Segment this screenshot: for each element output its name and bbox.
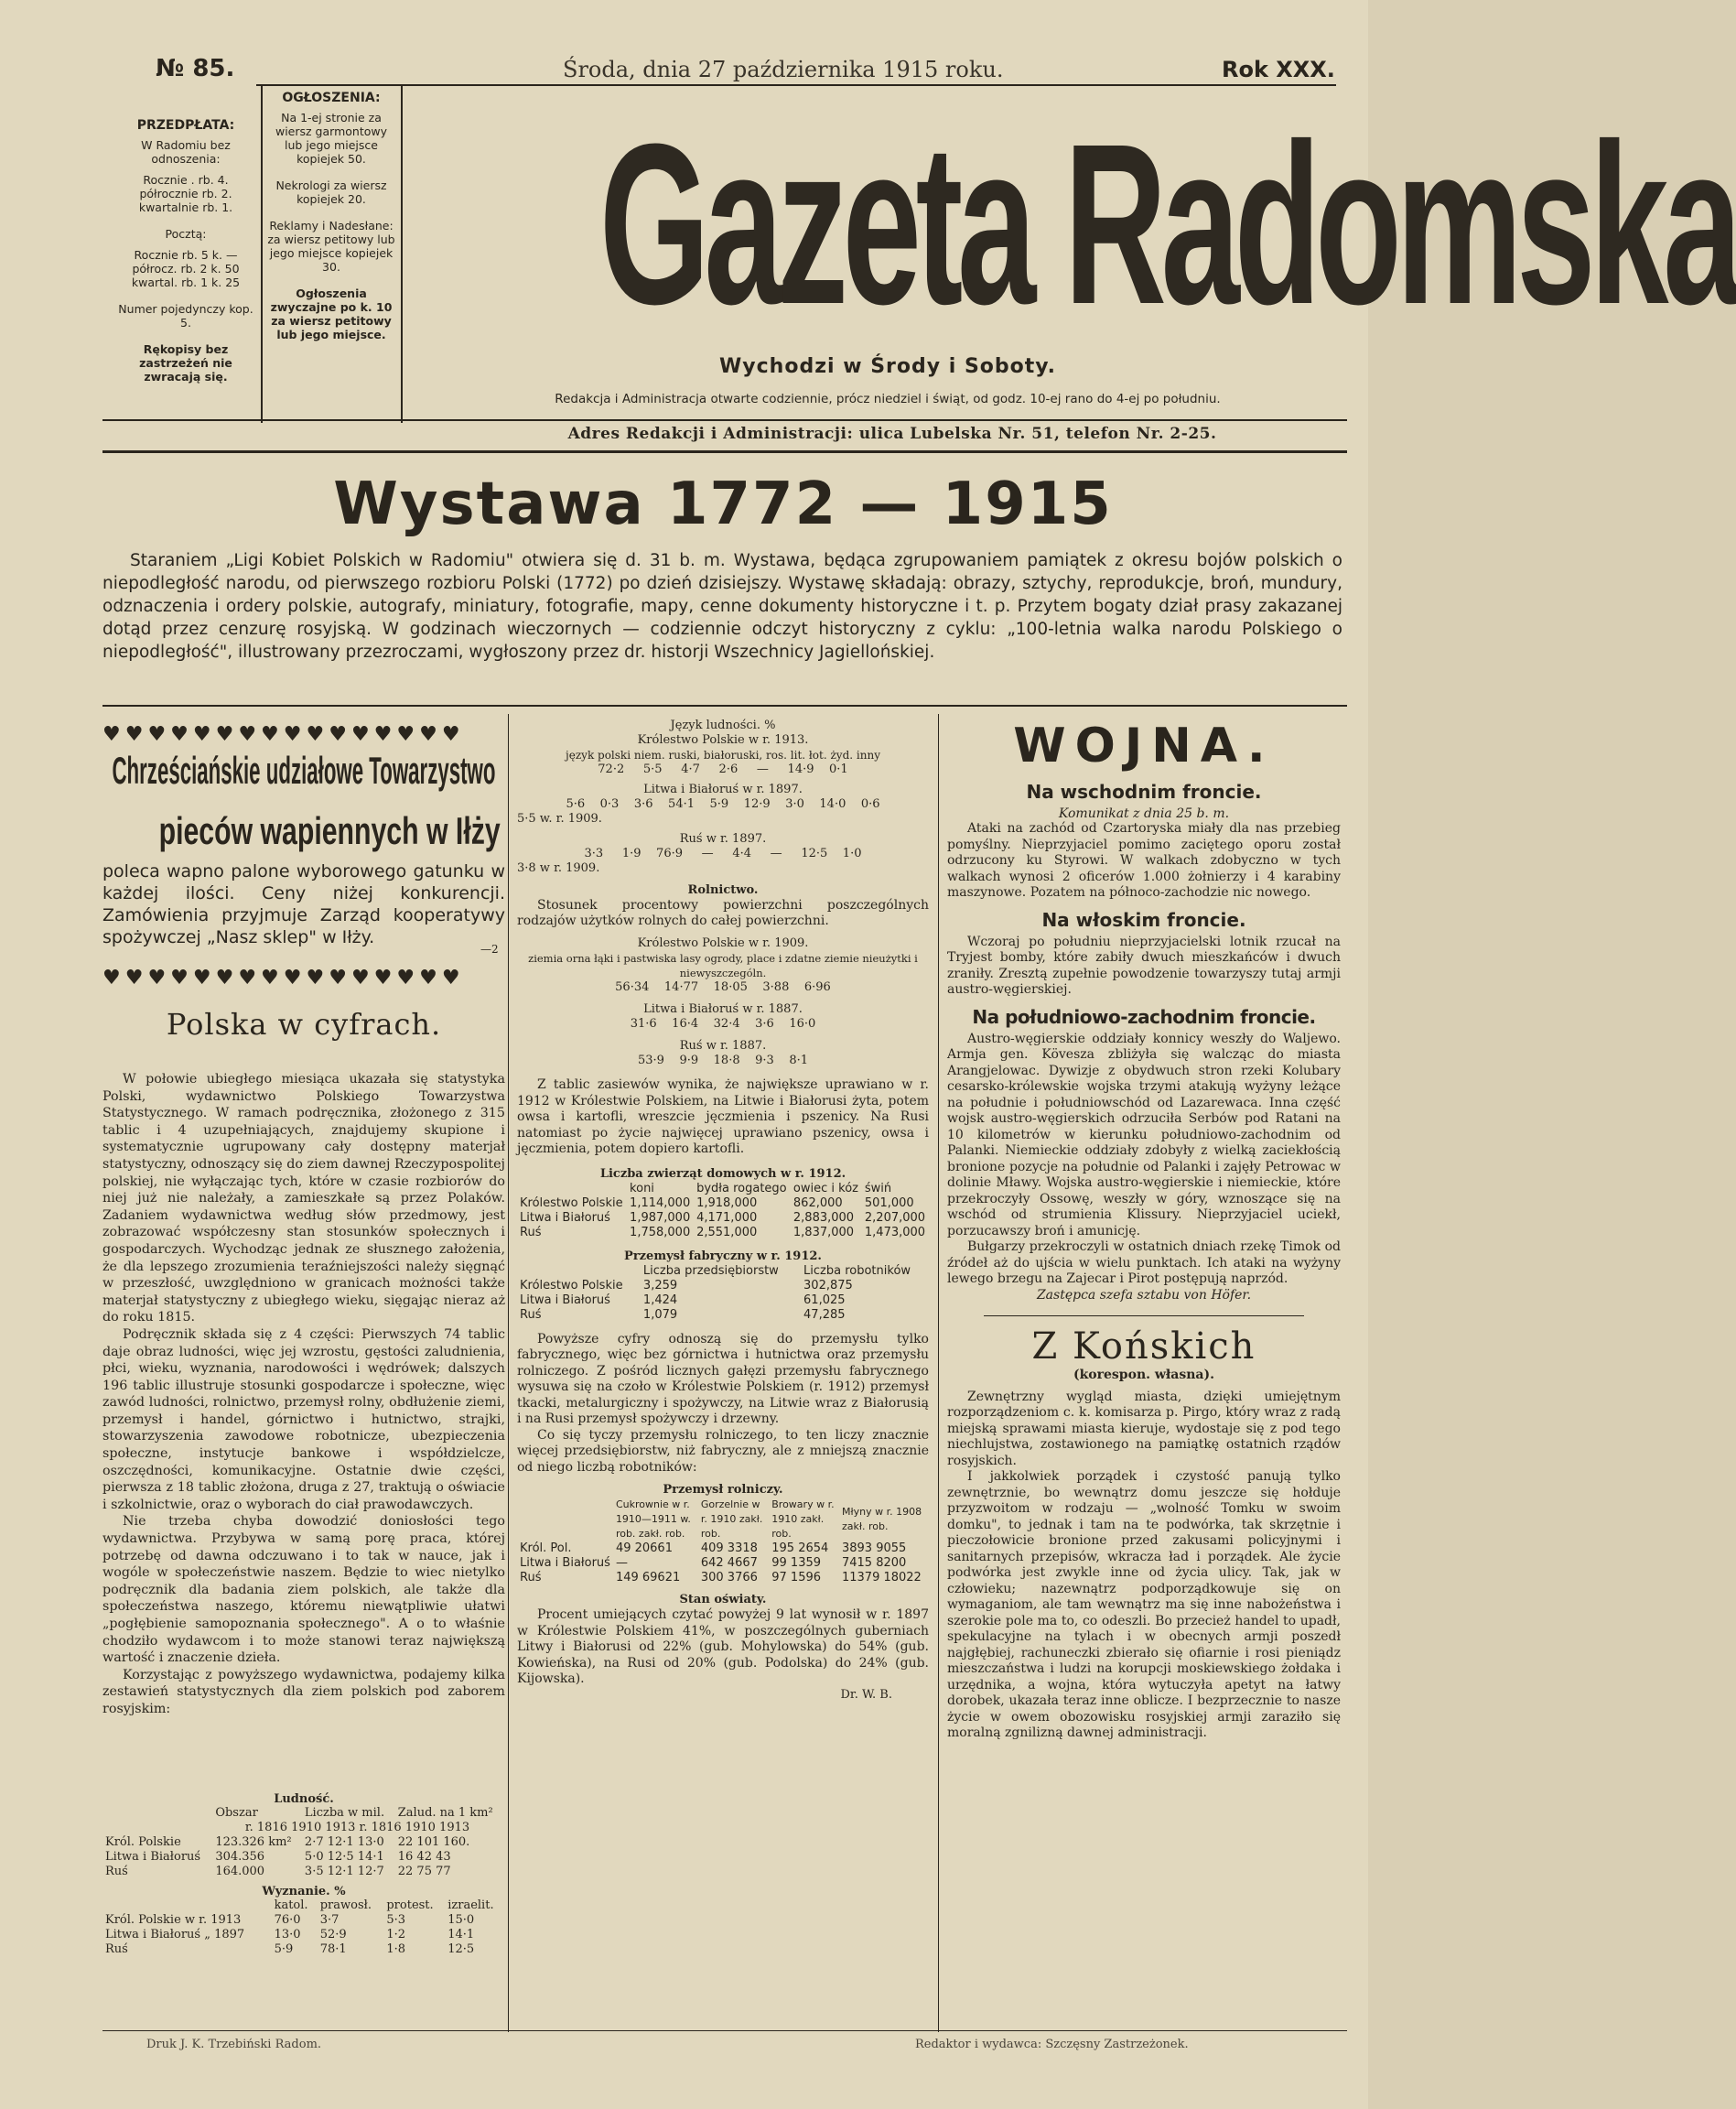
rel-h2: prawosł. bbox=[319, 1898, 372, 1912]
pop-r1c2: 5·0 12·5 14·1 bbox=[304, 1850, 384, 1864]
agind-r0c3: 195 2654 bbox=[771, 1541, 829, 1555]
ads-line-2: Nekrologi za wiersz kopiejek 20. bbox=[275, 178, 387, 206]
agind-r1c4: 7415 8200 bbox=[841, 1556, 907, 1570]
agind-r1c1: — bbox=[615, 1556, 628, 1570]
ind-r0c1: 3,259 bbox=[642, 1278, 678, 1292]
live-r0c0: Królestwo Polskie bbox=[520, 1195, 623, 1210]
subscription-radom-1: Rocznie . rb. 4. bbox=[143, 173, 229, 187]
agind-r2c1: 149 69621 bbox=[615, 1571, 681, 1584]
agind-r0c4: 3893 9055 bbox=[841, 1541, 907, 1555]
polska-para-4: Korzystając z powyższego wydawnictwa, podajemy kilka zestawień statystycznych dla ziem polskich pod zaborem rosyjskim: bbox=[102, 1667, 505, 1716]
live-r0c1: 1,114,000 bbox=[630, 1195, 691, 1210]
live-r0c4: 501,000 bbox=[864, 1195, 914, 1210]
exhibition-headline: Wystawa 1772 — 1915 bbox=[333, 470, 1113, 538]
war-column bbox=[947, 719, 1341, 1742]
polska-para-2: Podręcznik składa się z 4 części: Pierwszych 74 tablic daje obraz ludności, więc jej wzrostu, gęstości zaludnienia, płci, wieku, wyznania, narodowości i wędrówek; dalszych 196 tablic illustruje stosunki gospodarcze i społeczne, więc zawód ludności, rolnictwo, przemysł rolny, obdłużenie ziemi, przemysł i handel, górnictwo i hutnictwo, strajki, stowarzyszenia zawodowe robotnicze, ubezpieczenia społeczne, instytucje bankowe i współdzielcze, oszczędności, komunikacyjne. Ostatnie dwie części, pierwsza z 18 tablic złożona, druga z 27, traktują o oświacie i szkolnictwie, oraz o wyborach do ciał prawodawczych. bbox=[102, 1326, 505, 1512]
rel-r1c3: 1·2 bbox=[386, 1928, 406, 1941]
agri-sub-1: Królestwo Polskie w r. 1909. bbox=[637, 936, 809, 950]
war-sw-title: Na południowo-zachodnim froncie. bbox=[972, 1005, 1316, 1028]
footer-printer: Druk J. K. Trzebiński Radom. bbox=[146, 2038, 322, 2051]
ads-line-4: Ogłoszenia zwyczajne po k. 10 za wiersz petitowy lub jego miejsce. bbox=[270, 287, 393, 341]
rel-h1: katol. bbox=[274, 1898, 308, 1912]
pop-h0 bbox=[102, 1806, 212, 1821]
agri-header: ziemia orna łąki i pastwiska lasy ogrody, place i zdatne ziemie nieużytki i niewyszczególn. bbox=[528, 952, 918, 979]
middle-column bbox=[517, 719, 929, 1703]
subscription-box bbox=[117, 119, 254, 391]
rel-r0c3: 5·3 bbox=[386, 1913, 406, 1927]
agind-h0 bbox=[517, 1498, 613, 1541]
agri-text: Stosunek procentowy powierzchni poszczególnych rodzajów użytków rolnych do całej powierzchni. bbox=[517, 898, 929, 928]
polska-para-3: Nie trzeba chyba dowodzić doniosłości tego wydawnictwa. Przybywa w samą porę praca, której potrzebę od dawna odczuwano i to tak w nauce, jak i wogóle w społeczeństwie naszem. Będzie to wiec nietylko podręcznik dla badania ziem polskich, ale także dla społeczeństwa naszego, któremu niewątpliwie ułatwi „pogłębienie samopoznania społecznego". A o to właśnie chodziło wydawcom i to może stanowi teraz największą wartość i znaczenie dzieła. bbox=[102, 1514, 505, 1666]
ind-r1c1: 1,424 bbox=[642, 1292, 678, 1307]
pop-years: r. 1816 1910 1913 r. 1816 1910 1913 bbox=[244, 1821, 470, 1834]
agind-h3: Browary w r. 1910 zakł. rob. bbox=[771, 1498, 835, 1540]
war-sw-signature: Zastępca szefa sztabu von Höfer. bbox=[1036, 1287, 1252, 1303]
live-r2c3: 1,837,000 bbox=[793, 1225, 855, 1239]
advert-title-1: Chrześciańskie udziałowe Towarzystwo bbox=[112, 749, 496, 792]
ind-r2c1: 1,079 bbox=[642, 1307, 678, 1322]
agri-row-3: 53·9 9·9 18·8 9·3 8·1 bbox=[637, 1054, 809, 1067]
masthead-rule-2 bbox=[102, 450, 1347, 453]
war-rule bbox=[984, 1315, 1304, 1316]
population-title: Ludność. bbox=[274, 1792, 334, 1806]
advert-ornament-bottom: ♥♥♥♥♥♥♥♥♥♥♥♥♥♥♥♥ bbox=[102, 967, 465, 990]
konskie-text-2: I jakkolwiek porządek i czystość panują tylko zewnętrznie, bo wewnątrz domu jeszcze się hołduje przyzwoitom w rodzaju — „wolność Tomku w swoim domku", to jednak i tam na te podwórka, tak skrzętnie i pieczołowicie bronione przed zakusami policyjnymi i sanitarnych przepisów, wkracza ład i porządek. Ale życie podwórka jest zwykle inne od życia ulicy. Tak, jak w człowieku; nazewnątrz podporządkowuje się on wymaganiom, ale tam wewnątrz ma się inne nabożeństwa i szerokie pole ma to, co odeszli. Bo przecież handel to upadł, spekulacyjne na tylach i w obecnych armji poszedł najgłębiej, rachuneczki zbierało się ofiarnie i rosi pieniądz mieszczaństwa i ludzi na korupcji moskiewskiego żołdaka i urzędnika, a wojna, która wytuczyła apetyt na łatwy dorobek, ukazała teraz inne oblicze. I bezprzecznie to nasze życie w owem obozowisku rosyjskiej armji zaraziło się moralną zgnilizną dawnej administracji. bbox=[947, 1469, 1341, 1740]
newspaper-title: Gazeta Radomska bbox=[599, 96, 1736, 352]
issue-number: № 85. bbox=[156, 55, 235, 82]
rel-r2c3: 1·8 bbox=[386, 1942, 406, 1956]
pop-h1: Obszar bbox=[215, 1806, 258, 1820]
lang-row-3b: 3·8 w r. 1909. bbox=[517, 861, 600, 875]
subscription-single: Numer pojedynczy kop. 5. bbox=[118, 302, 253, 330]
lang-sub-3: Ruś w r. 1897. bbox=[679, 832, 767, 846]
pop-h3: Zalud. na 1 km² bbox=[397, 1806, 493, 1820]
ads-line-1: Na 1-ej stronie za wiersz garmontowy lub jego miejsce kopiejek 50. bbox=[275, 111, 387, 166]
lang-header: język polski niem. ruski, białoruski, ros. lit. łot. żyd. inny bbox=[566, 749, 880, 762]
live-r1c1: 1,987,000 bbox=[630, 1210, 691, 1225]
advert-title-2: pieców wapiennych w Iłży bbox=[158, 809, 501, 852]
subscription-post-head: Pocztą: bbox=[165, 227, 207, 241]
agri-sub-3: Ruś w r. 1887. bbox=[679, 1039, 767, 1053]
ind-h2: Liczba robotników bbox=[803, 1263, 911, 1278]
subscription-post-1: Rocznie rb. 5 k. — bbox=[134, 248, 238, 262]
live-r2c4: 1,473,000 bbox=[864, 1225, 926, 1239]
agind-r2c3: 97 1596 bbox=[771, 1571, 822, 1584]
agri-sub-2: Litwa i Białoruś w r. 1887. bbox=[643, 1002, 803, 1016]
ind-r2c0: Ruś bbox=[520, 1307, 542, 1322]
pop-r2c3: 22 75 77 bbox=[397, 1865, 451, 1878]
pop-r1c1: 304.356 bbox=[215, 1850, 265, 1864]
industry-title: Przemysł fabryczny w r. 1912. bbox=[624, 1249, 822, 1263]
exhibition-rule bbox=[102, 705, 1347, 707]
rel-h0 bbox=[102, 1898, 272, 1913]
ind-r1c0: Litwa i Białoruś bbox=[520, 1292, 610, 1307]
religion-title: Wyznanie. % bbox=[262, 1885, 346, 1898]
live-r1c4: 2,207,000 bbox=[864, 1210, 926, 1225]
agind-r0c2: 409 3318 bbox=[700, 1541, 758, 1555]
pop-r2c2: 3·5 12·1 12·7 bbox=[304, 1865, 384, 1878]
konskie-text: Zewnętrzny wygląd miasta, dzięki umiejętnym rozporządzeniom c. k. komisarza p. Pirgo, który wraz z radą miejską sprawami miasta kieruje, wydostaje się z pod tego niechlujstwa, zostawionego na pamiątkę ostatnich rządów rosyjskich. bbox=[947, 1389, 1341, 1468]
pop-r1c3: 16 42 43 bbox=[397, 1850, 451, 1864]
newspaper-subtitle: Wychodzi w Środy i Soboty. bbox=[719, 355, 1056, 378]
agri-row-2: 31·6 16·4 32·4 3·6 16·0 bbox=[630, 1017, 816, 1031]
agind-r0c1: 49 20661 bbox=[615, 1541, 673, 1555]
agri-row-1: 56·34 14·77 18·05 3·88 6·96 bbox=[615, 980, 831, 994]
footer-rule bbox=[102, 2030, 1347, 2031]
live-h4: świń bbox=[864, 1181, 892, 1195]
advert-body: poleca wapno palone wyborowego gatunku w każdej ilości. Ceny niżej konkurencji. Zamówienia przyjmuje Zarząd kooperatywy spożywczej „Nasz sklep" w Iłży. bbox=[102, 861, 505, 947]
polska-para-1: W połowie ubiegłego miesiąca ukazała się statystyka Polski, wydawnictwo Polskiego Towarzystwa Statystycznego. W ramach podręcznika, złożonego z 315 tablic i 4 uzupełniających, znajdujemy skupione i systematycznie ugrupowany cały dostępny materjał statystyczny, odnoszący się do ziem dawnej Rzeczypospolitej polskiej, nie wyłączając tych, które w czasie rozbiorów do niej już nie należały, a zamieszkałe są przez Polaków. Zadaniem wydawnictwa według słów przedmowy, jest zobrazować współczesny stan stosunków społecznych i gospodarczych. Wychodząc jednak ze słusznego założenia, że dla lepszego zrozumienia teraźniejszości należy sięgnąć w przeszłość, uwzględniono w granicach możności także materjał statystyczny z ubiegłego wieku, sięgając nieraz aż do roku 1815. bbox=[102, 1072, 505, 1325]
rel-r1c0: Litwa i Białoruś „ 1897 bbox=[105, 1928, 245, 1941]
live-h2: bydła rogatego bbox=[696, 1181, 787, 1195]
ind-h0 bbox=[517, 1264, 641, 1279]
live-h3: owiec i kóz bbox=[793, 1181, 858, 1195]
subscription-post-2: półrocz. rb. 2 k. 50 bbox=[132, 262, 240, 276]
education-para: Procent umiejących czytać powyżej 9 lat wynosił w r. 1897 w Królestwie Polskiem 41%, w poszczególnych guberniach Litwy i Białorusi od 22% (gub. Mohylowska) do 54% (gub. Kowieńska), na Rusi od 20% (gub. Podolska) do 24% (gub. Kijowska). bbox=[517, 1607, 929, 1686]
advert-ornament-top: ♥♥♥♥♥♥♥♥♥♥♥♥♥♥♥♥ bbox=[102, 723, 465, 746]
agind-r2c4: 11379 18022 bbox=[841, 1571, 922, 1584]
live-r0c2: 1,918,000 bbox=[696, 1195, 758, 1210]
lang-row-2b: 5·5 w. r. 1909. bbox=[517, 812, 602, 826]
middle-signature: Dr. W. B. bbox=[840, 1687, 892, 1702]
pop-r1c0: Litwa i Białoruś bbox=[105, 1850, 201, 1864]
ind-r0c0: Królestwo Polskie bbox=[520, 1278, 623, 1292]
lang-sub-1: Królestwo Polskie w r. 1913. bbox=[637, 733, 809, 747]
rel-r2c1: 5·9 bbox=[274, 1942, 294, 1956]
agind-r2c2: 300 3766 bbox=[700, 1571, 758, 1584]
agri-title: Rolnictwo. bbox=[687, 883, 759, 897]
agind-r1c0: Litwa i Białoruś bbox=[520, 1556, 610, 1570]
rel-r1c4: 14·1 bbox=[447, 1928, 475, 1941]
rel-r2c0: Ruś bbox=[105, 1942, 128, 1956]
subscription-post-3: kwartal. rb. 1 k. 25 bbox=[131, 276, 241, 289]
pop-r0c2: 2·7 12·1 13·0 bbox=[304, 1835, 384, 1849]
live-r0c3: 862,000 bbox=[793, 1195, 843, 1210]
pop-h2: Liczba w mil. bbox=[304, 1806, 385, 1820]
education-title: Stan oświaty. bbox=[679, 1593, 767, 1606]
rel-r2c2: 78·1 bbox=[319, 1942, 347, 1956]
exhibition-text: Staraniem „Ligi Kobiet Polskich w Radomiu" otwiera się d. 31 b. m. Wystawa, będąca zgrupowaniem pamiątek z okresu bojów polskich o niepodległość narodu, od pierwszego rozbioru Polski (1772) po dzień dzisiejszy. Wystawę składają: obrazy, sztychy, reprodukcje, broń, mundury, odznaczenia i ordery polskie, autografy, miniatury, fotografie, mapy, cenne dokumenty historyczne i t. p. Przytem bogaty dział prasy zakazanej dotąd przez cenzurę rosyjską. W godzinach wieczornych — codziennie odczyt historyczny z cyklu: „100-letnia walka narodu Polskiego o niepodległość", illustrowany przezroczami, wygłoszony przez dr. historji Wszechnicy Jagiellońskiej. bbox=[102, 551, 1342, 662]
agri-para: Z tablic zasiewów wynika, że największe uprawiano w r. 1912 w Królestwie Polskiem, na Litwie i Białorusi żyta, potem owsa i kartofli, wreszcie jęczmienia i pszenicy. Na Rusi natomiast po życie najwięcej uprawiano pszenicy, owsa i jęczmienia, potem dopiero kartofli. bbox=[517, 1077, 929, 1156]
rel-r1c2: 52·9 bbox=[319, 1928, 347, 1941]
rel-r0c4: 15·0 bbox=[447, 1913, 475, 1927]
rel-h4: izraelit. bbox=[447, 1898, 494, 1912]
war-sw-text-2: Bułgarzy przekroczyli w ostatnich dniach rzekę Timok od źródeł aż do ujścia w wielu punktach. Ich ataki na wyżyny lewego brzegu na Zajecar i Pirot postępują naprzód. bbox=[947, 1239, 1341, 1286]
ind-r1c2: 61,025 bbox=[803, 1292, 846, 1307]
office-hours: Redakcja i Administracja otwarte codziennie, prócz niedziel i świąt, od godz. 10-ej rano do 4-ej po południu. bbox=[555, 392, 1221, 406]
issue-date: Środa, dnia 27 października 1915 roku. bbox=[563, 57, 1004, 82]
rel-r0c2: 3·7 bbox=[319, 1913, 340, 1927]
masthead-rule-1 bbox=[102, 419, 1347, 421]
live-r1c0: Litwa i Białoruś bbox=[520, 1210, 610, 1225]
ads-box bbox=[267, 92, 395, 349]
column-rule-1 bbox=[508, 714, 509, 2032]
lang-title: Język ludności. % bbox=[670, 719, 776, 732]
ads-rule bbox=[401, 84, 403, 423]
lang-row-2: 5·6 0·3 3·6 54·1 5·9 12·9 3·0 14·0 0·6 bbox=[566, 797, 880, 811]
konskie-sub: (korespon. własna). bbox=[1073, 1367, 1215, 1382]
population-table bbox=[102, 1792, 505, 1957]
agind-r1c3: 99 1359 bbox=[771, 1556, 822, 1570]
rel-r0c0: Król. Polskie w r. 1913 bbox=[105, 1913, 242, 1927]
live-r2c1: 1,758,000 bbox=[630, 1225, 691, 1239]
industry-para: Powyższe cyfry odnoszą się do przemysłu tylko fabrycznego, więc bez górnictwa i hutnictwa oraz przemysłu rolniczego. Z pośród licznych gałęzi przemysłu fabrycznego wysuwa się na czoło w Królestwie Polskiem (r. 1912) przemysł tkacki, metalurgiczny i spożywczy, na Litwie wraz z Białorusią i na Rusi przemysł spożywczy i drzewny. bbox=[517, 1331, 929, 1426]
ind-r0c2: 302,875 bbox=[803, 1278, 853, 1292]
agind-h4: Młyny w r. 1908 zakł. rob. bbox=[841, 1506, 922, 1532]
ind-h1: Liczba przedsiębiorstw bbox=[642, 1263, 779, 1278]
konskie-title: Z Końskich bbox=[1031, 1325, 1256, 1368]
subscription-radom-2: półrocznie rb. 2. bbox=[139, 187, 232, 200]
rel-r0c1: 76·0 bbox=[274, 1913, 301, 1927]
agind-h1: Cukrownie w r. 1910—1911 w. rob. zakł. rob. bbox=[615, 1498, 691, 1540]
lang-row-3: 3·3 1·9 76·9 — 4·4 — 12·5 1·0 bbox=[584, 847, 862, 860]
pop-r2c1: 164.000 bbox=[215, 1865, 265, 1878]
war-italy-title: Na włoskim froncie. bbox=[1041, 908, 1246, 931]
ads-title: OGŁOSZENIA: bbox=[282, 91, 381, 105]
footer-editor: Redaktor i wydawca: Szczęsny Zastrzeżonek. bbox=[915, 2038, 1189, 2051]
rel-r1c1: 13·0 bbox=[274, 1928, 301, 1941]
lang-sub-2: Litwa i Białoruś w r. 1897. bbox=[643, 783, 803, 796]
war-east-title: Na wschodnim froncie. bbox=[1026, 781, 1262, 803]
issue-year: Rok XXX. bbox=[1222, 57, 1335, 82]
polska-title: Polska w cyfrach. bbox=[166, 1007, 442, 1042]
livestock-title: Liczba zwierząt domowych w r. 1912. bbox=[599, 1166, 846, 1181]
agind-title: Przemysł rolniczy. bbox=[663, 1483, 783, 1497]
live-r2c2: 2,551,000 bbox=[696, 1225, 758, 1239]
war-east-comm: Komunikat z dnia 25 b. m. bbox=[1058, 806, 1230, 821]
subscription-radom-3: kwartalnie rb. 1. bbox=[138, 200, 233, 214]
agind-h2: Gorzelnie w r. 1910 zakł. rob. bbox=[700, 1498, 763, 1540]
agind-r2c0: Ruś bbox=[520, 1571, 542, 1584]
masthead-top-rule bbox=[256, 84, 1336, 86]
subscription-manuscripts: Rękopisy bez zastrzeżeń nie zwracają się. bbox=[139, 342, 232, 384]
pop-r0c1: 123.326 km² bbox=[215, 1835, 292, 1849]
war-east-text: Ataki na zachód od Czartoryska miały dla nas przebieg pomyślny. Nieprzyjaciel pomimo zaciętego oporu został odrzucony ku Styrowi. W walkach zdobyczno w tych walkach wynosi 2 oficerów 1.000 żołnierzy i 4 karabiny maszynowe. Pozatem na północo-zachodzie nic nowego. bbox=[947, 821, 1341, 900]
live-r2c0: Ruś bbox=[520, 1225, 542, 1239]
subscription-radom-head: W Radomiu bez odnoszenia: bbox=[141, 138, 231, 166]
agind-r0c0: Król. Pol. bbox=[520, 1541, 572, 1555]
subscription-title: PRZEDPŁATA: bbox=[136, 118, 235, 133]
rel-h3: protest. bbox=[386, 1898, 434, 1912]
subscription-rule bbox=[261, 84, 263, 423]
lang-row-1: 72·2 5·5 4·7 2·6 — 14·9 0·1 bbox=[598, 762, 848, 776]
live-h0 bbox=[517, 1182, 627, 1196]
column-rule-2 bbox=[938, 714, 939, 2032]
war-title: WOJNA. bbox=[1013, 719, 1275, 773]
war-italy-text: Wczoraj po południu nieprzyjacielski lotnik rzucał na Tryjest bomby, które zabiły dwuch mieszkańców i dwuch zraniły. Zresztą zupełnie powodzenie towarzyszy tutaj armji austro-węgierskiej. bbox=[947, 934, 1341, 997]
live-r1c2: 4,171,000 bbox=[696, 1210, 758, 1225]
pop-r0c3: 22 101 160. bbox=[397, 1835, 470, 1849]
ads-line-3: Reklamy i Nadesłane: za wiersz petitowy lub jego miejsce kopiejek 30. bbox=[267, 219, 395, 274]
advert-mark: —2 bbox=[480, 943, 499, 956]
rel-r2c4: 12·5 bbox=[447, 1942, 475, 1956]
pop-r0c0: Król. Polskie bbox=[105, 1835, 181, 1849]
live-h1: koni bbox=[630, 1181, 654, 1195]
address-line: Adres Redakcji i Administracji: ulica Lubelska Nr. 51, telefon Nr. 2-25. bbox=[567, 425, 1217, 443]
polska-body bbox=[102, 1071, 505, 1718]
agind-r1c2: 642 4667 bbox=[700, 1556, 758, 1570]
pop-r2c0: Ruś bbox=[105, 1865, 128, 1878]
war-sw-text: Austro-węgierskie oddziały konnicy weszły do Waljewo. Armja gen. Kövesza zbliżyła się walcząc do miasta Arangjelowac. Dywizje z obydwuch stron rzeki Kolubary cesarsko-królewskie wojska trzymi atakują wyżyny leżące na południe i południowschód od Lazarewaca. Inna część wojsk austro-węgierskich odrzuciła Serbów pod Ratani na 10 kilometrów w kierunku południowo-zachodnim od Palanki. Niemieckie oddziały zdobyły z wielką zaciekłością bronione pozycje na południe od Palanki i zajęły Petrowac w dolinie Mławy. Wojska austro-węgierskie i niemieckie, które przekroczyły Ossowę, weszły w góry, wznoszące się na wschód od strumienia Klissury. Nieprzyjaciel uciekł, porzucawszy broń i amunicję. bbox=[947, 1031, 1341, 1238]
ind-r2c2: 47,285 bbox=[803, 1307, 846, 1322]
industry-para-2: Co się tyczy przemysłu rolniczego, to ten liczy znacznie więcej przedsiębiorstw, niż fabryczny, ale z mniejszą znacznie od niego liczbą robotników: bbox=[517, 1427, 929, 1475]
live-r1c3: 2,883,000 bbox=[793, 1210, 855, 1225]
